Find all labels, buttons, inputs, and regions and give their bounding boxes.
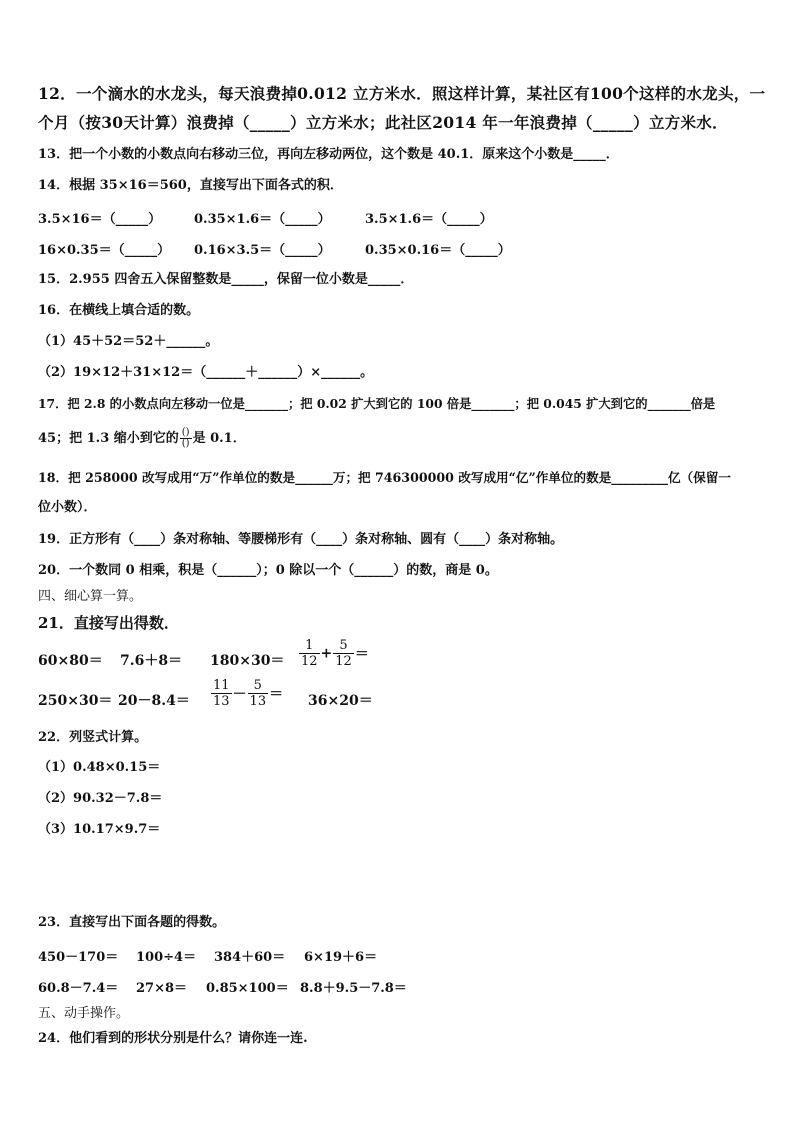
operator: － — [232, 686, 247, 703]
fraction — [333, 638, 354, 669]
fraction-expression — [298, 638, 369, 669]
q19-text: 19．正方形有（____）条对称轴、等腰梯形有（____）条对称轴、圆有（____）条对称轴。 — [38, 532, 564, 547]
calc-item: 60.8－7.4＝ — [38, 981, 119, 996]
calc-item: 27×8＝ — [136, 981, 188, 996]
q22-item: （1）0.48×0.15＝ — [38, 760, 161, 775]
calc-item: 6×19＋6＝ — [304, 950, 378, 965]
q22-item: （2）90.32－7.8＝ — [38, 791, 163, 806]
fraction — [180, 428, 192, 449]
fraction — [211, 678, 232, 709]
q17-line2 — [38, 428, 246, 452]
calc-item: 450－170＝ — [38, 950, 119, 965]
fraction-numerator: 11 — [213, 678, 230, 693]
q17-line2-start: 45；把 1.3 缩小到它的 — [38, 431, 179, 446]
fraction-numerator: () — [181, 427, 190, 438]
q18-line1: 18．把 258000 改写成用“万”作单位的数是______万；把 746300000 改写成用“亿”作单位的数是_________亿（保留一 — [38, 470, 731, 485]
q18-line2: 位小数）． — [38, 500, 97, 515]
q20-text: 20．一个数同 0 相乘，积是（______）；0 除以一个（______）的数，商是 0。 — [38, 563, 498, 578]
q22-item: （3）10.17×9.7＝ — [38, 822, 161, 837]
calc-item: 8.8＋9.5－7.8＝ — [300, 981, 407, 996]
q21-title: 21．直接写出得数． — [38, 614, 179, 632]
q23-title: 23．直接写出下面各题的得数。 — [38, 915, 226, 930]
q13-text: 13．把一个小数的小数点向右移动三位，再向左移动两位，这个数是 40.1．原来这个小数是_____． — [38, 147, 619, 162]
q16-title: 16．在横线上填合适的数。 — [38, 303, 200, 318]
calc-item: 20－8.4＝ — [118, 693, 190, 709]
q22-title: 22．列竖式计算。 — [38, 730, 148, 745]
calc-item: 0.85×100＝ — [206, 981, 289, 996]
q16-item: （1）45＋52＝52＋______。 — [38, 334, 219, 349]
q12-line1: 12．一个滴水的水龙头，每天浪费掉0.012 立方米水．照这样计算，某社区有100个这样的水龙头，一 — [38, 84, 766, 103]
q14-title: 14．根据 35×16＝560，直接写出下面各式的积． — [38, 178, 343, 193]
q14-item: 0.16×3.5＝（_____） — [194, 243, 331, 258]
calc-item: 384＋60＝ — [214, 950, 286, 965]
section-heading: 五、动手操作。 — [38, 1006, 130, 1021]
q14-item: 16×0.35＝（_____） — [38, 243, 171, 258]
fraction — [248, 678, 269, 709]
calc-item: 36×20＝ — [308, 693, 373, 709]
fraction-numerator: 1 — [299, 638, 320, 654]
q14-item: 0.35×0.16＝（_____） — [365, 243, 511, 258]
q17-line2-end: 是 0.1． — [192, 431, 246, 446]
operator: + — [320, 645, 333, 662]
q12-line2: 个月（按30天计算）浪费掉（_____）立方米水；此社区2014 年一年浪费掉（_____）立方米水． — [38, 113, 728, 132]
q16-item: （2）19×12＋31×12＝（______＋______）×______。 — [38, 365, 374, 380]
q14-item: 0.35×1.6＝（_____） — [194, 212, 331, 227]
q24-text: 24．他们看到的形状分别是什么？请你连一连. — [38, 1031, 308, 1046]
fraction-expression — [210, 678, 283, 709]
q15-text: 15．2.955 四舍五入保留整数是_____，保留一位小数是_____． — [38, 272, 414, 287]
calc-item: 100÷4＝ — [136, 950, 197, 965]
fraction — [299, 638, 320, 669]
calc-item: 60×80＝ — [38, 653, 103, 669]
section-heading: 四、细心算一算。 — [38, 589, 143, 604]
q14-item: 3.5×16＝（_____） — [38, 212, 162, 227]
calc-item: 7.6＋8＝ — [120, 653, 183, 669]
fraction-numerator: 5 — [248, 678, 269, 694]
fraction-denominator: 12 — [301, 654, 318, 669]
fraction-denominator: () — [181, 438, 190, 449]
fraction-numerator: 5 — [333, 638, 354, 654]
equals: ＝ — [269, 686, 284, 703]
fraction-denominator: 12 — [335, 654, 352, 669]
q17-line1: 17．把 2.8 的小数点向左移动一位是_______；把 0.02 扩大到它的 100 倍是_______；把 0.045 扩大到它的_______倍是 — [38, 396, 716, 411]
fraction-denominator: 13 — [213, 694, 230, 709]
calc-item: 250×30＝ — [38, 693, 113, 709]
fraction-denominator: 13 — [249, 694, 267, 709]
equals: ＝ — [354, 646, 369, 663]
q14-item: 3.5×1.6＝（_____） — [365, 212, 493, 227]
calc-item: 180×30＝ — [210, 653, 285, 669]
